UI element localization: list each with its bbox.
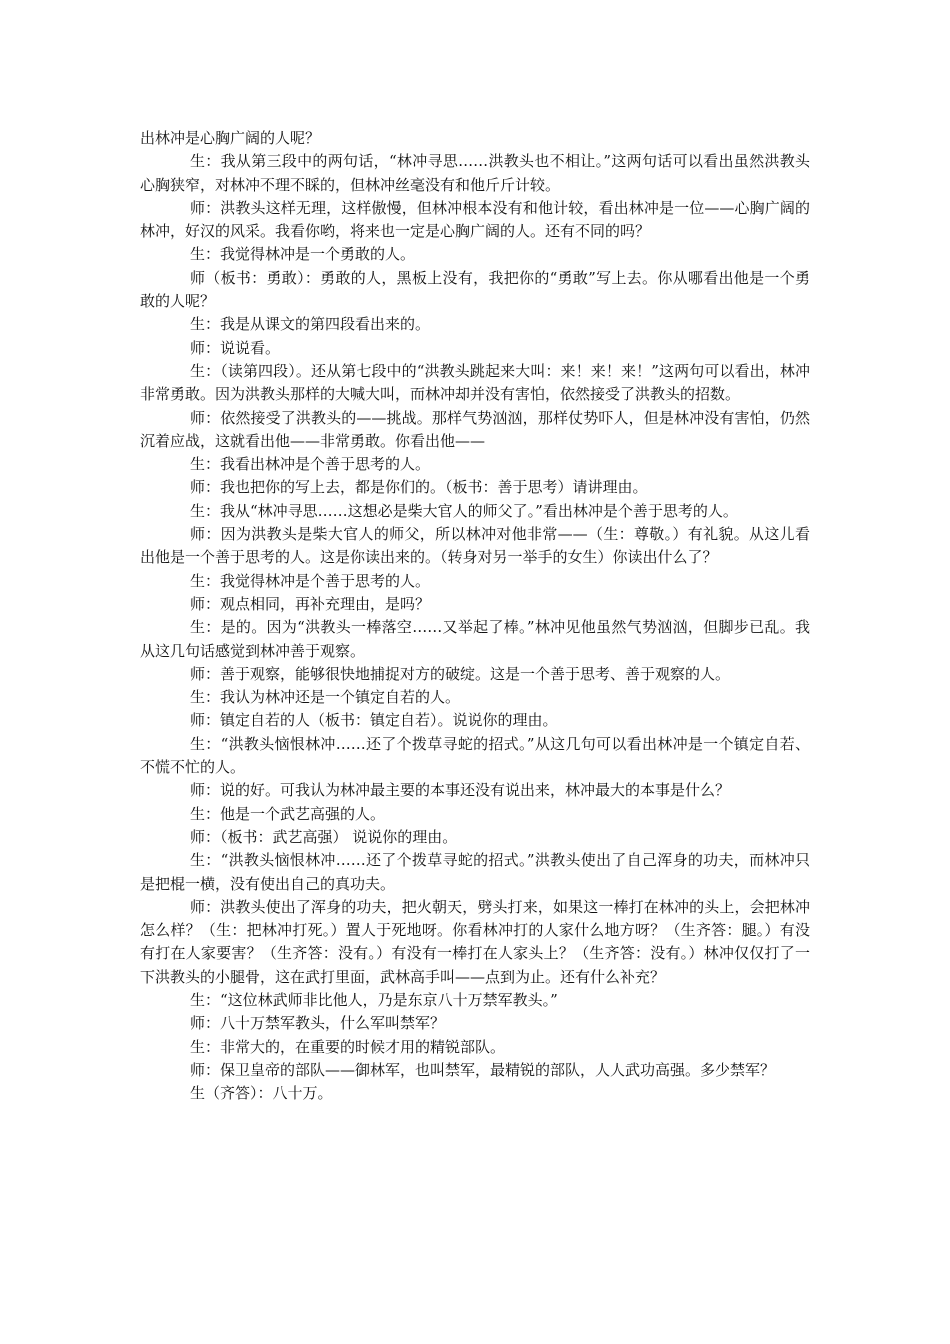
paragraph-10: 师：我也把你的写上去，都是你们的。（板书：善于思考）请讲理由。 — [190, 478, 648, 497]
paragraph-4: 师（板书：勇敢）：勇敢的人，黑板上没有，我把你的“勇敢”写上去。你从哪看出他是一个勇敢的人呢？ — [140, 268, 810, 311]
paragraph-18: 师：镇定自若的人（板书：镇定自若）。说说你的理由。 — [190, 711, 558, 730]
paragraph-14: 师：观点相同，再补充理由，是吗？ — [190, 594, 431, 613]
paragraph-12: 师：因为洪教头是柴大官人的师父，所以林冲对他非常——（生：尊敬。）有礼貌。从这儿看出他是一个善于思考的人。这是你读出来的。（转身对另一举手的女生）你读出什么了？ — [140, 525, 810, 567]
paragraph-5: 生：我是从课文的第四段看出来的。 — [190, 315, 431, 334]
paragraph-25: 生：“这位林武师非比他人，乃是东京八十万禁军教头。” — [190, 990, 558, 1009]
paragraph-6: 师：说说看。 — [190, 338, 281, 357]
paragraph-11: 生：我从“林冲寻思……这想必是柴大官人的师父了。”看出林冲是个善于思考的人。 — [190, 501, 738, 520]
paragraph-0: 出林冲是心胸广阔的人呢？ — [140, 129, 321, 147]
paragraph-21: 生：他是一个武艺高强的人。 — [190, 804, 386, 823]
paragraph-20: 师：说的好。可我认为林冲最主要的本事还没有说出来，林冲最大的本事是什么？ — [190, 781, 731, 800]
paragraph-7: 生：（读第四段）。还从第七段中的“洪教头跳起来大叫：来！来！来！”这两句可以看出，林冲非常勇敢。因为洪教头那样的大喊大叫，而林冲却并没有害怕，依然接受了洪教头的招数。 — [140, 361, 810, 404]
paragraph-27: 生：非常大的，在重要的时候才用的精锐部队。 — [190, 1037, 506, 1056]
paragraph-8: 师：依然接受了洪教头的——挑战。那样气势汹汹，那样仗势吓人，但是林冲没有害怕，仍然沉着应战，这就看出他——非常勇敢。你看出他—— — [140, 408, 810, 450]
paragraph-9: 生：我看出林冲是个善于思考的人。 — [190, 455, 431, 474]
paragraph-24: 师：洪教头使出了浑身的功夫，把火朝天，劈头打来，如果这一棒打在林冲的头上，会把林冲怎么样？（生：把林冲打死。）置人于死地呀。你看林冲打的人家什么地方呀？（生齐答：腿。）有没有打在人家要害？（生齐答：没有。）有没有一棒打在人家头上？（生齐答：没有。）林冲仅仅打了一下洪教头的小腿骨，这在武打里面，武林高手叫——点到为止。还有什么补充？ — [140, 897, 810, 986]
paragraph-17: 生：我认为林冲还是一个镇定自若的人。 — [190, 688, 461, 707]
paragraph-1: 生：我从第三段中的两句话，“林冲寻思……洪教头也不相让。”这两句话可以看出虽然洪教头心胸狭窄，对林冲不理不睬的，但林冲丝毫没有和他斤斤计较。 — [140, 152, 810, 194]
paragraph-15: 生：是的。因为“洪教头一棒落空……又举起了棒。”林冲见他虽然气势汹汹，但脚步已乱。我从这几句话感觉到林冲善于观察。 — [140, 618, 810, 660]
paragraph-2: 师：洪教头这样无理，这样傲慢，但林冲根本没有和他计较，看出林冲是一位——心胸广阔的林冲，好汉的风采。我看你哟，将来也一定是心胸广阔的人。还有不同的吗？ — [140, 198, 810, 241]
paragraph-22: 师：（板书：武艺高强） 说说你的理由。 — [190, 827, 458, 846]
paragraph-23: 生：“洪教头恼恨林冲……还了个拨草寻蛇的招式。”洪教头使出了自己浑身的功夫，而林冲只是把棍一横，没有使出自己的真功夫。 — [140, 851, 810, 893]
paragraph-16: 师：善于观察，能够很快地捕捉对方的破绽。这是一个善于思考、善于观察的人。 — [190, 664, 731, 683]
paragraph-13: 生：我觉得林冲是个善于思考的人。 — [190, 571, 431, 590]
paragraph-29: 生（齐答）：八十万。 — [190, 1084, 333, 1103]
paragraph-28: 师：保卫皇帝的部队——御林军，也叫禁军，最精锐的部队，人人武功高强。多少禁军？ — [190, 1060, 776, 1079]
paragraph-19: 生：“洪教头恼恨林冲……还了个拨草寻蛇的招式。”从这几句可以看出林冲是一个镇定自若、不慌不忙的人。 — [140, 734, 810, 777]
paragraph-3: 生：我觉得林冲是一个勇敢的人。 — [190, 245, 416, 264]
document-page — [140, 127, 810, 1105]
paragraph-26: 师：八十万禁军教头，什么军叫禁军？ — [190, 1014, 446, 1033]
